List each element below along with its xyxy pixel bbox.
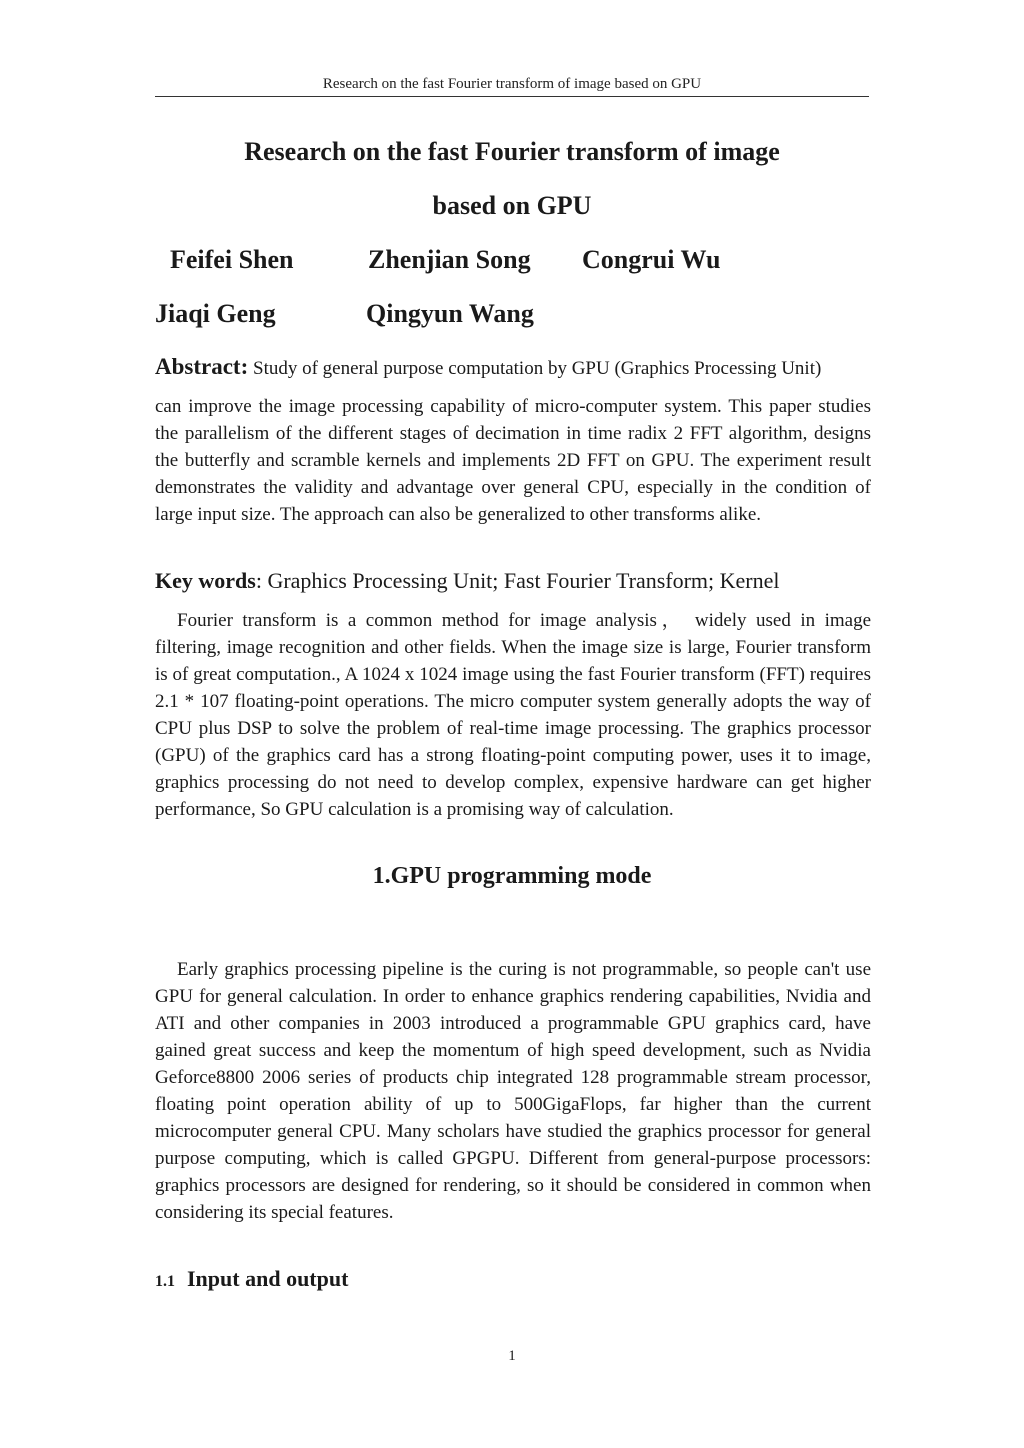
author-name: Qingyun Wang (366, 299, 534, 328)
abstract-first-line (155, 353, 885, 383)
intro-paragraph: Fourier transform is a common method for image analysis， widely used in image filtering, image recognition and other fields. When the image size is large, Fourier transform is of great computation., A 1024 x 1024 image using the fast Fourier transform (FFT) requires 2.1 * 107 floating-point operations. The micro computer system generally adopts the way of CPU plus DSP to solve the problem of real-time image processing. The graphics processor (GPU) of the graphics card has a strong floating-point computing power, uses it to image, graphics processing do not need to develop complex, expensive hardware can get higher performance, So GPU calculation is a promising way of calculation. (155, 610, 871, 820)
paper-title-line-2: based on GPU (432, 191, 592, 220)
subsection-heading (155, 1264, 348, 1297)
keywords (155, 566, 885, 596)
keywords-text: : Graphics Processing Unit; Fast Fourier Transform; Kernel (255, 568, 780, 593)
subsection-title: Input and output (187, 1266, 349, 1291)
section-heading: 1.GPU programming mode (372, 863, 652, 889)
paper-title-line-1: Research on the fast Fourier transform of image (244, 137, 780, 166)
author-name: Zhenjian Song (368, 245, 531, 274)
abstract-first-text: Study of general purpose computation by GPU (Graphics Processing Unit) (253, 358, 822, 379)
keywords-label: Key words (155, 568, 256, 593)
running-header: Research on the fast Fourier transform of image based on GPU (322, 76, 702, 92)
header-rule (155, 96, 869, 97)
subsection-number: 1.1 (155, 1273, 175, 1290)
author-name: Congrui Wu (582, 245, 721, 274)
section-1-paragraph: Early graphics processing pipeline is the curing is not programmable, so people can't use GPU for general calculation. In order to enhance graphics rendering capabilities, Nvidia and ATI and other companies in 2003 introduced a programmable GPU graphics card, have gained great success and keep the momentum of high speed development, such as Nvidia Geforce8800 2006 series of products chip integrated 128 programmable stream processor, floating point operation ability of up to 500GigaFlops, far higher than the current microcomputer general CPU. Many scholars have studied the graphics processor for general purpose computing, which is called GPGPU. Different from general-purpose processors: graphics processors are designed for rendering, so it should be considered in common when considering its special features. (155, 959, 871, 1223)
abstract-label: Abstract: (155, 354, 249, 379)
author-name: Jiaqi Geng (155, 299, 276, 328)
abstract-body: can improve the image processing capability of micro-computer system. This paper studies the parallelism of the different stages of decimation in time radix 2 FFT algorithm, designs the butterfly and scramble kernels and implements 2D FFT on GPU. The experiment result demonstrates the validity and advantage over general CPU, especially in the condition of large input size. The approach can also be generalized to other transforms alike. (155, 396, 871, 525)
page-number: 1 (508, 1348, 516, 1364)
author-name: Feifei Shen (170, 245, 294, 274)
